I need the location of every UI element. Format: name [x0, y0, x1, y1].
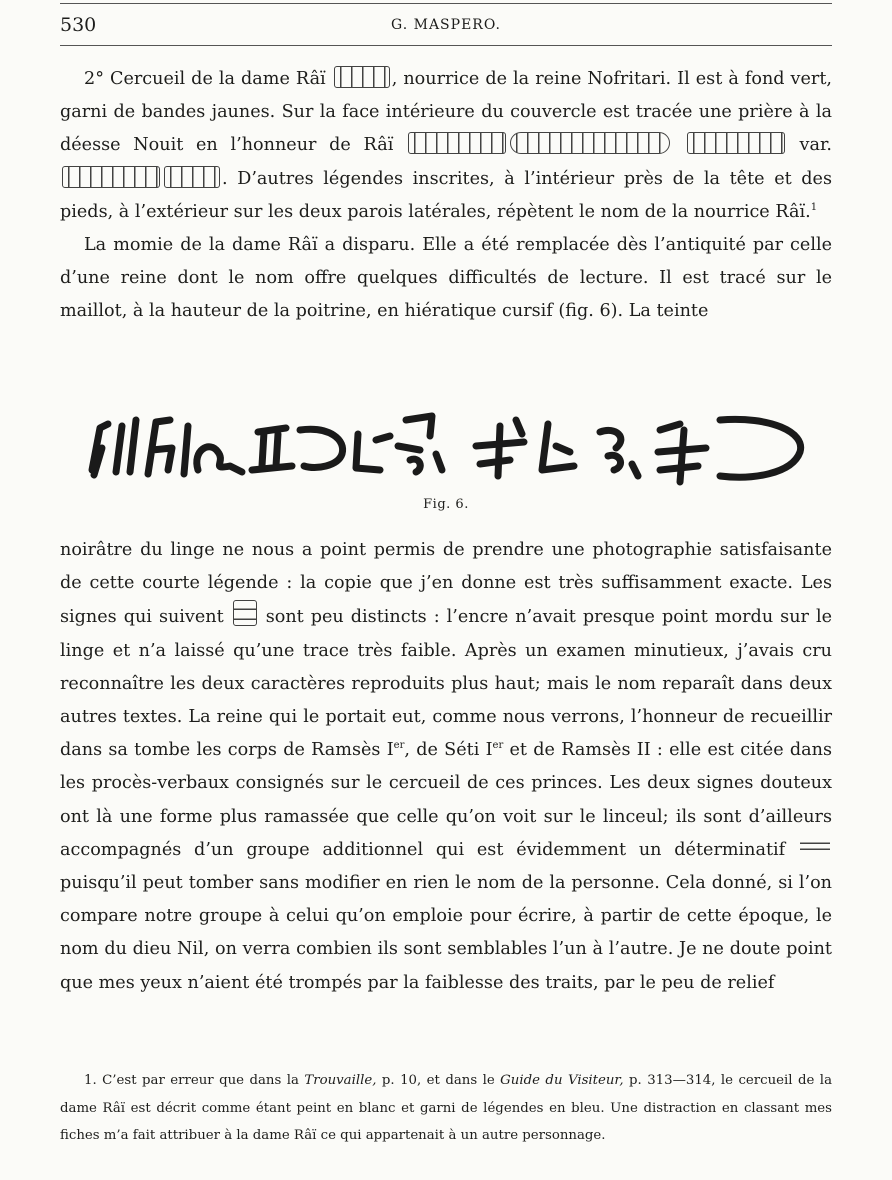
- footnote: [60, 1067, 832, 1150]
- hieratic-sign: [600, 430, 638, 476]
- text-segment: p. 10, et dans le: [376, 1073, 501, 1088]
- hieroglyph-group: [687, 132, 785, 154]
- hieratic-sign: [92, 424, 108, 475]
- paragraph-continuation: [60, 534, 832, 1000]
- page: [60, 0, 832, 1180]
- hieratic-sign: [542, 424, 574, 470]
- hieratic-sign: [658, 424, 706, 482]
- text-segment: p. 313—314, le cercueil de la dame Râï est décrit comme étant peint en blanc et garni de légendes en bleu. Une distraction en classant mes fiches m’a fait attribuer à la dame Râï ce qui appartenait à un autre personnage.: [60, 1073, 832, 1143]
- hieratic-sign: [356, 434, 390, 470]
- text-segment: et de Ramsès II : elle est citée dans les procès-verbaux consignés sur le cercueil de ces princes. Les deux signes douteux ont là une forme plus ramassée que celle qu’on voit sur le linceul; ils sont d’ailleurs accompagnés d’un groupe additionnel qui est évidemment un déterminatif: [60, 740, 833, 860]
- hieratic-sign: [184, 426, 242, 474]
- hieratic-figure: [80, 390, 820, 495]
- page-number: 530: [60, 14, 97, 36]
- text-segment: puisqu’il peut tomber sans modifier en rien le nom de la personne. Cela donné, si l’on compare notre groupe à celui qu’on emploie pour écrire, à partir de cette époque, le nom du dieu Nil, on verra combien ils sont semblables l’un à l’autre. Je ne doute point que mes yeux n’aient été trompés par la faiblesse des traits, par le peu de relief: [60, 873, 832, 993]
- text-segment: 1. C’est par erreur que dans la: [84, 1073, 305, 1088]
- figure-caption: Fig. 6.: [423, 497, 469, 512]
- hieratic-sign: [398, 416, 442, 472]
- page-header: [60, 14, 832, 38]
- hieroglyph-sign: [233, 600, 257, 626]
- text-segment: , nourrice de la reine Nofritari. Il est à fond vert, garni de bandes jaunes. Sur la face intérieure du couvercle est tracée une prière à la déesse Nouit en l’honneur de Râï: [60, 69, 832, 156]
- title-trouvaille: Trouvaille,: [304, 1073, 377, 1088]
- text-segment: var.: [799, 135, 833, 156]
- hieratic-sign: [476, 420, 524, 476]
- text-block-lower: [60, 534, 832, 1000]
- superscript: er: [393, 740, 405, 752]
- paragraph-momie: La momie de la dame Râï a disparu. Elle a été remplacée dès l’antiquité par celle d’une reine dont le nom offre quelques difficultés de lecture. Il est tracé sur le maillot, à la hauteur de la poitrine, en hiératique cursif (fig. 6). La teinte: [60, 235, 832, 322]
- text-segment: , de Séti I: [404, 740, 493, 761]
- hieroglyph-group: [164, 166, 220, 188]
- hieroglyph-variant: [62, 166, 160, 188]
- hieratic-sign: [116, 420, 136, 472]
- hieratic-sign: [720, 419, 801, 477]
- hieroglyph-determinative: [800, 839, 830, 853]
- text-segment: sont peu distincts : l’encre n’avait presque point mordu sur le linge et n’a laissé qu’une trace très faible. Après un examen minutieux, j’avais cru reconnaître les deux caractères reproduits plus haut; mais le nom reparaît dans deux autres textes. La reine qui le portait eut, comme nous verrons, l’honneur de recueillir dans sa tombe les corps de Ramsès I: [60, 607, 832, 761]
- hieroglyph-cartouche: [510, 132, 670, 154]
- hieratic-sign: [252, 428, 292, 470]
- footnote-text: [60, 1067, 832, 1150]
- running-head: G. MASPERO.: [391, 17, 501, 33]
- header-rule: [60, 45, 832, 46]
- superscript: er: [492, 740, 504, 752]
- text-segment: . D’autres légendes inscrites, à l’intérieur près de la tête et des pieds, à l’extérieur sur les deux parois latérales, répètent le nom de la nourrice Râï.: [60, 168, 832, 222]
- paragraph-cercueil: [60, 63, 832, 229]
- title-guide: Guide du Visiteur,: [500, 1073, 624, 1088]
- hieroglyph-group: [408, 132, 506, 154]
- top-rule: [60, 3, 832, 4]
- hieratic-sign: [148, 420, 172, 474]
- text-segment: 2° Cercueil de la dame Râï: [84, 69, 326, 89]
- footnote-ref: 1: [810, 201, 818, 213]
- hieroglyph-rai-name: [334, 66, 390, 88]
- text-block-upper: [60, 63, 832, 329]
- text-segment: noirâtre du linge ne nous a point permis de prendre une photographie satisfaisante de cette courte légende : la copie que j’en donne est très suffisamment exacte. Les signes qui suivent: [60, 540, 832, 628]
- hieratic-sign: [300, 429, 343, 467]
